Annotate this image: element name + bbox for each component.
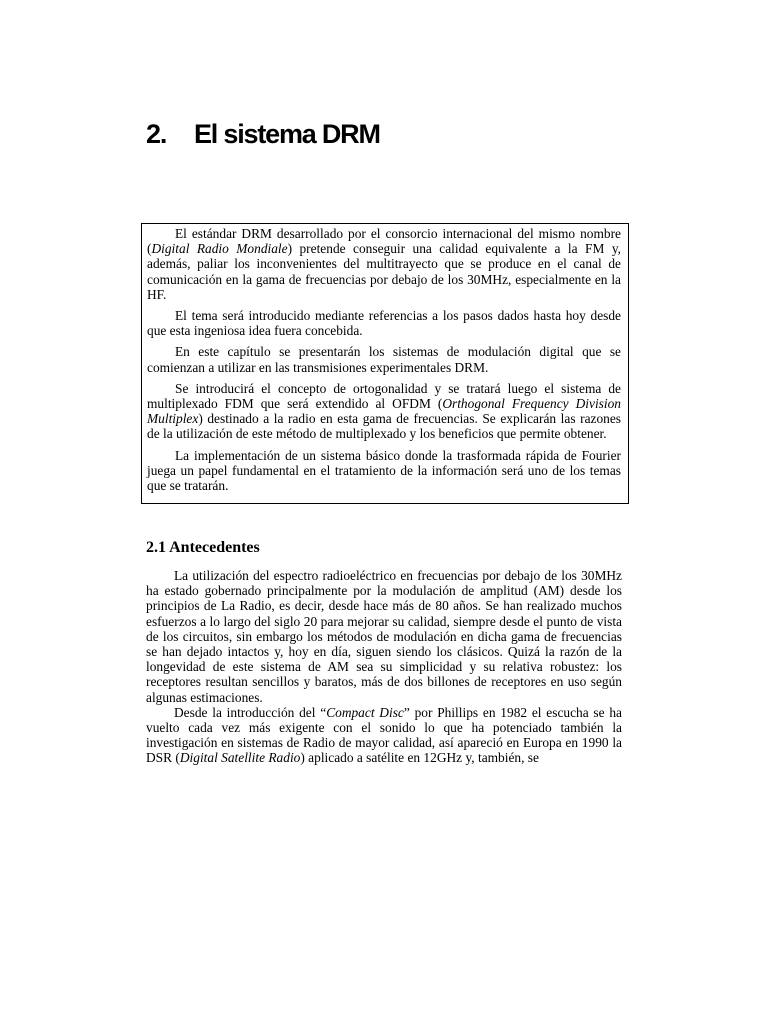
section-paragraph-2: Desde la introducción del “Compact Disc” por Phillips en 1982 el escucha se ha vuelto cada vez más exigente con el sonido lo que ha potenciado también la investigación en sistemas de Radio de mayor calidad, así apareció en Europa en 1990 la DSR (Digital Satellite Radio) aplicado a satélite en 12GHz y, también, se (146, 704, 622, 766)
section-heading: 2.1 Antecedentes (146, 539, 260, 556)
chapter-title-text: El sistema DRM (194, 119, 380, 149)
chapter-abstract-box (141, 223, 629, 504)
abstract-paragraph-3: En este capítulo se presentarán los sistemas de modulación digital que se comienzan a utilizar en las transmisiones experimentales DRM. (147, 344, 621, 375)
section-paragraph-1: La utilización del espectro radioeléctrico en frecuencias por debajo de los 30MHz ha estado gobernado principalmente por la modulación de amplitud (AM) desde los principios de La Radio, es decir, desde hace más de 80 años. Se han realizado muchos esfuerzos a lo largo del siglo 20 para mejorar su calidad, siempre desde el punto de vista de los circuitos, sin embargo los métodos de modulación en dicha gama de frecuencias se han dejado intactos y, hoy en día, siguen siendo los clásicos. Quizá la razón de la longevidad de este sistema de AM sea su simplicidad y su relativa robustez: los receptores resultan sencillos y baratos, más de dos billones de receptores en uso según algunas estimaciones. (146, 568, 622, 705)
italic-term: Orthogonal Frequency Division Multiplex (147, 396, 621, 427)
chapter-title (146, 114, 380, 154)
abstract-paragraph-4: Se introducirá el concepto de ortogonalidad y se tratará luego el sistema de multiplexado FDM que será extendido al OFDM (Orthogonal Frequency Division Multiplex) destinado a la radio en esta gama de frecuencias. Se explicarán las razones de la utilización de este método de multiplexado y los beneficios que permite obtener. (147, 380, 621, 442)
italic-term: Compact Disc (326, 704, 404, 720)
italic-term: Digital Satellite Radio (179, 750, 301, 766)
italic-term: Digital Radio Mondiale (151, 241, 288, 257)
abstract-paragraph-2: El tema será introducido mediante referencias a los pasos dados hasta hoy desde que esta ingeniosa idea fuera concebida. (147, 308, 621, 339)
chapter-number: 2. (146, 119, 167, 149)
abstract-paragraph-5: La implementación de un sistema básico donde la trasformada rápida de Fourier juega un papel fundamental en el tratamiento de la información será uno de los temas que se tratarán. (147, 447, 621, 494)
section-body (146, 568, 622, 766)
abstract-paragraph-1: El estándar DRM desarrollado por el consorcio internacional del mismo nombre (Digital Radio Mondiale) pretende conseguir una calidad equivalente a la FM y, además, paliar los inconvenientes del multitrayecto que se produce en el canal de comunicación en la gama de frecuencias por debajo de los 30MHz, especialmente en la HF. (147, 226, 621, 302)
